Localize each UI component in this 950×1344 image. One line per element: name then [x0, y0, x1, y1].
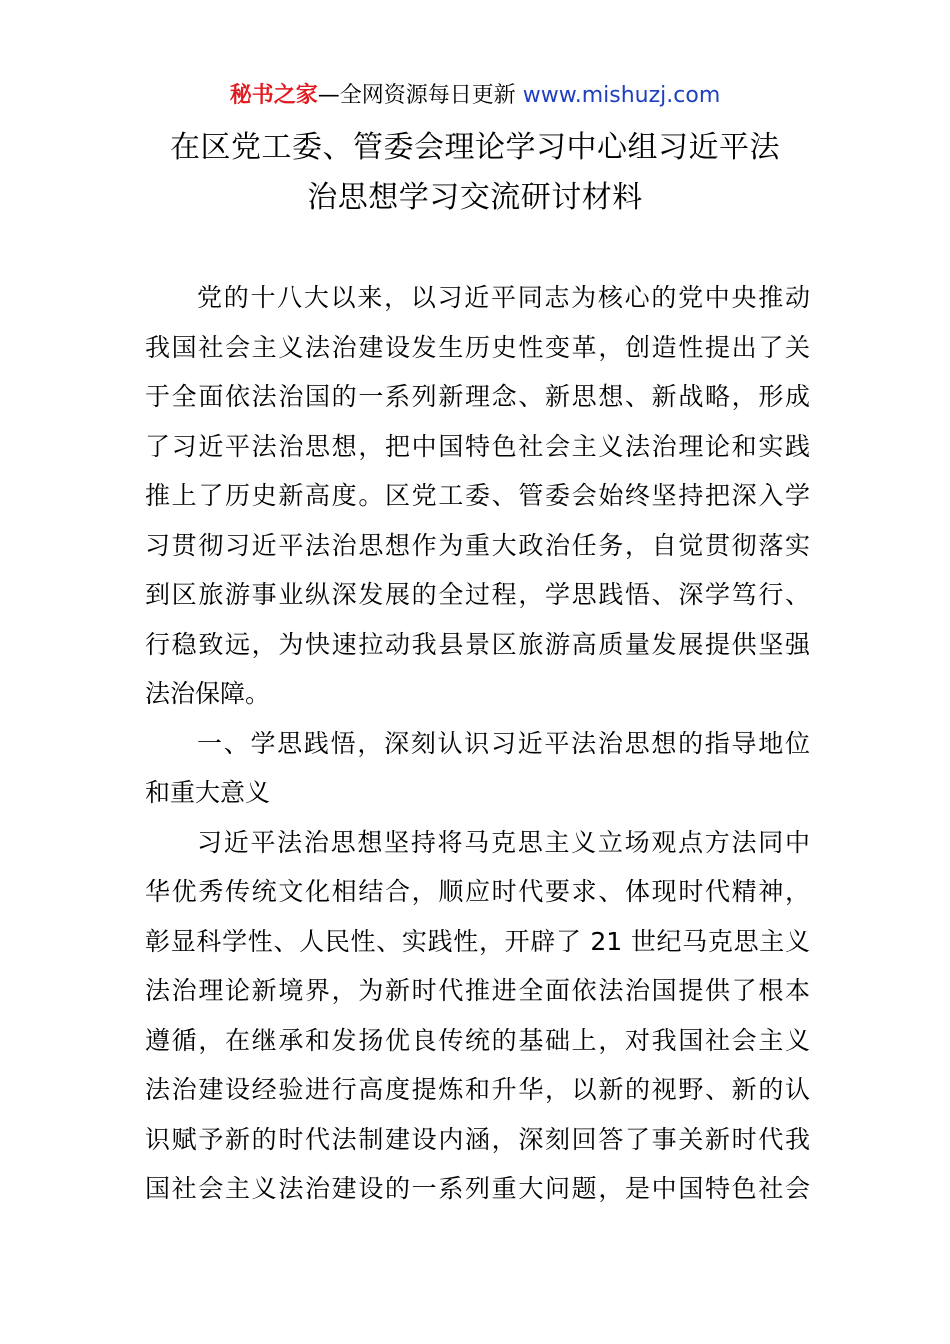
- body-line: 党的十八大以来，以习近平同志为核心的党中央推动: [197, 283, 810, 312]
- site-tagline: —全网资源每日更新: [317, 83, 523, 108]
- body-line: 推上了历史新高度。区党工委、管委会始终坚持把深入学: [145, 481, 810, 510]
- site-url-link[interactable]: www.mishuzj.com: [522, 83, 721, 108]
- body-line: 习贯彻习近平法治思想作为重大政治任务，自觉贯彻落实: [145, 530, 810, 560]
- body-line: 遵循，在继承和发扬优良传统的基础上，对我国社会主义: [145, 1025, 810, 1055]
- body-line: 彰显科学性、人民性、实践性，开辟了 21 世纪马克思主义: [145, 926, 810, 956]
- section-heading-line: 一、学思践悟，深刻认识习近平法治思想的指导地位: [197, 728, 810, 758]
- document-title-line-2: 治思想学习交流研讨材料: [307, 180, 643, 215]
- site-header: [0, 80, 950, 112]
- section-heading-line: 和重大意义: [145, 778, 271, 807]
- body-line: 我国社会主义法治建设发生历史性变革，创造性提出了关: [145, 332, 810, 362]
- site-brand: 秘书之家: [229, 83, 318, 108]
- document-body: [145, 273, 810, 1214]
- body-line: 于全面依法治国的一系列新理念、新思想、新战略，形成: [145, 382, 810, 411]
- body-line: 华优秀传统文化相结合，顺应时代要求、体现时代精神，: [145, 877, 810, 906]
- body-line: 法治保障。: [145, 679, 271, 708]
- body-line: 法治理论新境界，为新时代推进全面依法治国提供了根本: [145, 976, 810, 1005]
- body-line: 到区旅游事业纵深发展的全过程，学思践悟、深学笃行、: [145, 580, 810, 609]
- document-title-line-1: 在区党工委、管委会理论学习中心组习近平法: [170, 130, 780, 165]
- body-line: 了习近平法治思想，把中国特色社会主义法治理论和实践: [145, 431, 810, 461]
- body-line: 识赋予新的时代法制建设内涵，深刻回答了事关新时代我: [145, 1124, 810, 1154]
- body-line: 行稳致远，为快速拉动我县景区旅游高质量发展提供坚强: [145, 629, 810, 659]
- body-line: 习近平法治思想坚持将马克思主义立场观点方法同中: [197, 827, 810, 857]
- body-line: 法治建设经验进行高度提炼和升华，以新的视野、新的认: [145, 1075, 810, 1104]
- body-line: 国社会主义法治建设的一系列重大问题，是中国特色社会: [145, 1174, 810, 1203]
